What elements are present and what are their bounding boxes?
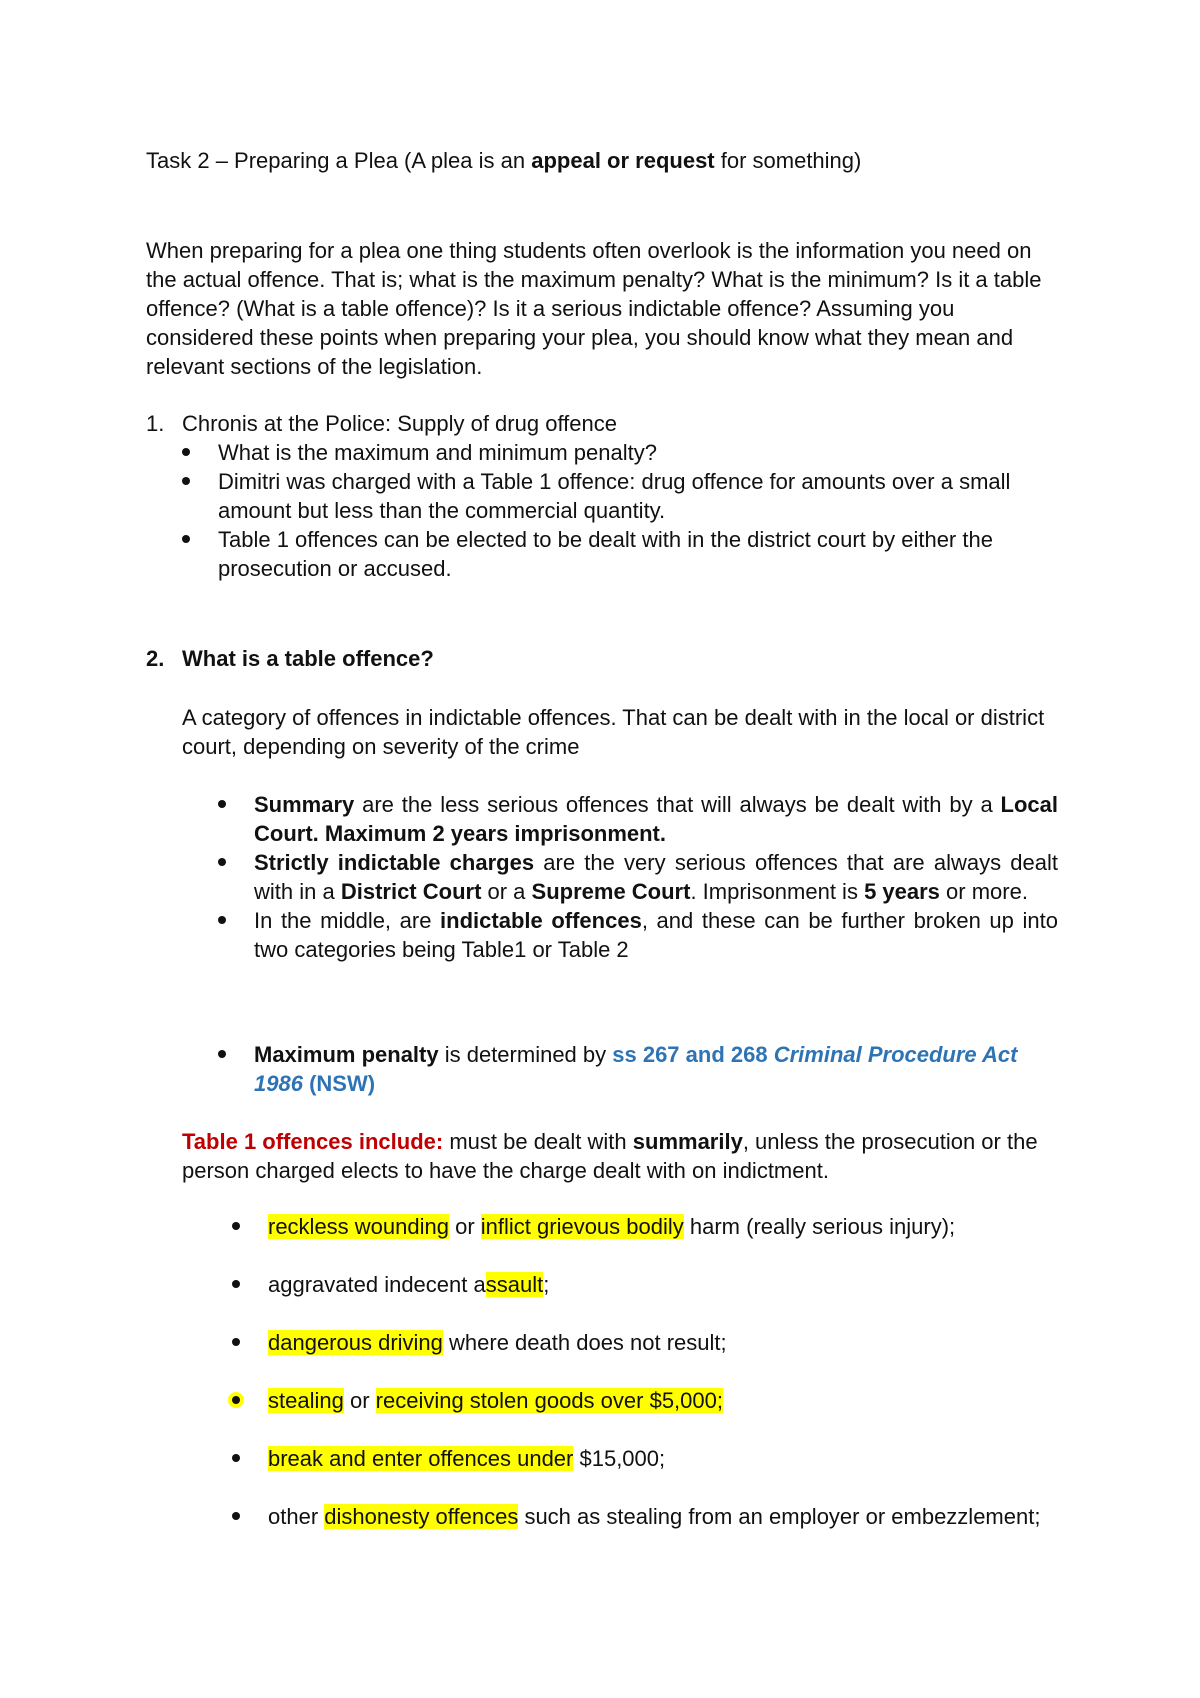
list-item-strictly-indictable: Strictly indictable charges are the very serious offences that are always dealt with in a District Court or a Supreme Court. Imprisonment is 5 years or more.	[254, 850, 1058, 904]
list-item-offence: break and enter offences under $15,000;	[268, 1444, 1058, 1473]
list-item: Table 1 offences can be elected to be dealt with in the district court by either the prosecution or accused.	[218, 525, 1038, 583]
list-item-indictable: In the middle, are indictable offences, and these can be further broken up into two categories being Table1 or Table 2	[254, 908, 1058, 962]
section-1-heading: Chronis at the Police: Supply of drug offence	[182, 411, 617, 436]
intro-paragraph: When preparing for a plea one thing students often overlook is the information you need on the actual offence. That is; what is the maximum penalty? What is the minimum? Is it a table offence? (What is a table offence)? Is it a serious indictable offence? Assuming you considered these points when preparing your plea, you should know what they mean and relevant sections of the legislation.	[146, 238, 1042, 379]
maximum-penalty-list	[254, 1040, 1058, 1098]
list-item-offence: dangerous driving where death does not result;	[268, 1328, 1058, 1357]
court-categories-list	[254, 790, 1058, 964]
list-item-offence: aggravated indecent assault;	[268, 1270, 1058, 1299]
list-item-summary: Summary are the less serious offences that will always be dealt with by a Local Court. Maximum 2 years imprisonment.	[254, 792, 1058, 846]
list-item-offence: stealing or receiving stolen goods over $5,000;	[268, 1386, 1058, 1415]
table-1-intro: Table 1 offences include: must be dealt with summarily, unless the prosecution or the person charged elects to have the charge dealt with on indictment.	[182, 1129, 1038, 1183]
section-1-bullets	[218, 438, 1038, 583]
list-item-offence: other dishonesty offences such as stealing from an employer or embezzlement;	[268, 1502, 1058, 1531]
section-2-heading: What is a table offence?	[182, 646, 434, 671]
section-1-number: 1.	[146, 411, 165, 436]
list-item-offence: reckless wounding or inflict grievous bodily harm (really serious injury);	[268, 1212, 1058, 1241]
act-citation: Criminal Procedure Act 1986	[254, 1042, 1018, 1096]
list-item: What is the maximum and minimum penalty?	[218, 438, 1038, 467]
list-item: Dimitri was charged with a Table 1 offence: drug offence for amounts over a small amount but less than the commercial quantity.	[218, 467, 1038, 525]
table-1-offences-list	[268, 1212, 1058, 1531]
table-offence-definition: A category of offences in indictable offences. That can be dealt with in the local or district court, depending on severity of the crime	[182, 705, 1045, 759]
page-title: Task 2 – Preparing a Plea (A plea is an appeal or request for something)	[146, 148, 862, 173]
table-1-label: Table 1 offences include:	[182, 1129, 444, 1154]
section-2-number: 2.	[146, 646, 165, 671]
list-item-maximum-penalty: Maximum penalty is determined by ss 267 and 268 Criminal Procedure Act 1986 (NSW)	[254, 1040, 1058, 1098]
